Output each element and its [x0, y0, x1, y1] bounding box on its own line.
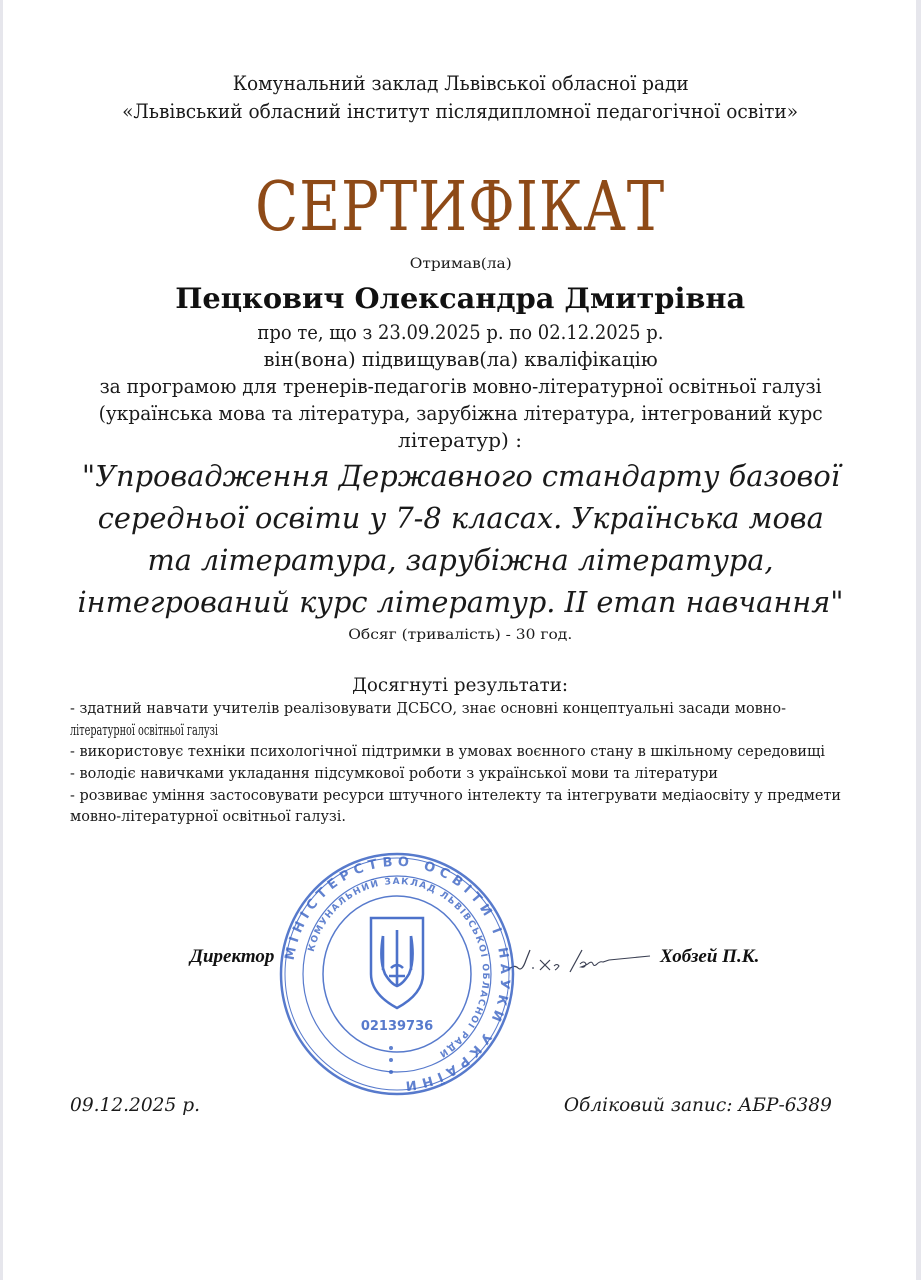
result-line: - використовує техніки психологічної підтримки в умовах воєнного стану в шкільному середовищі — [70, 742, 826, 760]
program-title-line-3 — [0, 543, 921, 577]
received-label — [0, 256, 921, 272]
program-title-text: та література, зарубіжна література, — [147, 543, 774, 577]
volume — [0, 627, 921, 643]
body-line-2 — [0, 348, 921, 371]
program-title-text: середньої освіти у 7-8 класах. Українська мова — [97, 501, 824, 535]
header-line-1-text: Комунальний заклад Львівської обласної ради — [232, 71, 689, 95]
result-line: - розвиває уміння застосовувати ресурси штучного інтелекту та інтегрувати медіаосвіту у предмети — [70, 786, 841, 804]
body-line-3 — [0, 375, 921, 398]
program-title-text: інтегрований курс літератур. II етап навчання" — [77, 585, 844, 619]
stamp-inner-text: КОМУНАЛЬНИЙ ЗАКЛАД ЛЬВІВСЬКОЇ ОБЛАСНОЇ РАДИ — [306, 876, 491, 1060]
record-number: Обліковий запис: АБР-6389 — [563, 1094, 832, 1116]
results-heading — [0, 674, 921, 696]
volume-text: Обсяг (тривалість) - 30 год. — [348, 627, 573, 643]
body-line-text: літератур) : — [398, 429, 523, 452]
body-line-4 — [0, 402, 921, 425]
official-stamp — [278, 852, 516, 1096]
stamp-code: 02139736 — [360, 1019, 434, 1034]
body-line-text: він(вона) підвищував(ла) кваліфікацію — [263, 348, 658, 371]
handwritten-signature — [500, 938, 660, 978]
program-title-line-4 — [0, 585, 921, 619]
issue-date: 09.12.2025 р. — [70, 1094, 200, 1116]
program-title-text: "Упровадження Державного стандарту базової — [81, 459, 840, 493]
result-line: - здатний навчати учителів реалізовувати ДСБСО, знає основні концептуальні засади мовно- — [70, 699, 787, 717]
stamp-outer-text: МІНІСТЕРСТВО ОСВІТИ І НАУКИ УКРАЇНИ — [282, 854, 513, 1094]
program-title-line-2 — [0, 501, 921, 535]
body-line-1 — [0, 321, 921, 344]
results-heading-text: Досягнуті результати: — [352, 674, 569, 696]
header-line-1 — [0, 71, 921, 95]
recipient-name — [0, 282, 921, 315]
body-line-text: про те, що з 23.09.2025 р. по 02.12.2025 р. — [257, 321, 664, 344]
signature-position: Директор — [190, 946, 275, 967]
body-line-5 — [0, 429, 921, 452]
result-line: мовно-літературної освітньої галузі. — [70, 807, 346, 825]
body-line-text: (українська мова та література, зарубіжна література, інтегрований курс — [98, 402, 823, 425]
header-line-2-text: «Львівський обласний інститут післядипломної педагогічної освіти» — [122, 99, 799, 123]
certificate-title-text: СЕРТИФІКАТ — [255, 168, 666, 247]
trident-icon — [371, 918, 423, 1008]
recipient-name-text: Пецкович Олександра Дмитрівна — [175, 282, 746, 315]
header-line-2 — [0, 99, 921, 123]
body-line-text: за програмою для тренерів-педагогів мовно-літературної освітньої галузі — [99, 375, 822, 398]
certificate-title — [0, 168, 921, 247]
result-line: літературної освітньої галузі — [70, 721, 218, 739]
signature-name: Хобзей П.К. — [660, 946, 760, 967]
received-label-text: Отримав(ла) — [409, 256, 512, 272]
program-title-line-1 — [0, 459, 921, 493]
result-line: - володіє навичками укладання підсумкової роботи з української мови та літератури — [70, 764, 718, 782]
